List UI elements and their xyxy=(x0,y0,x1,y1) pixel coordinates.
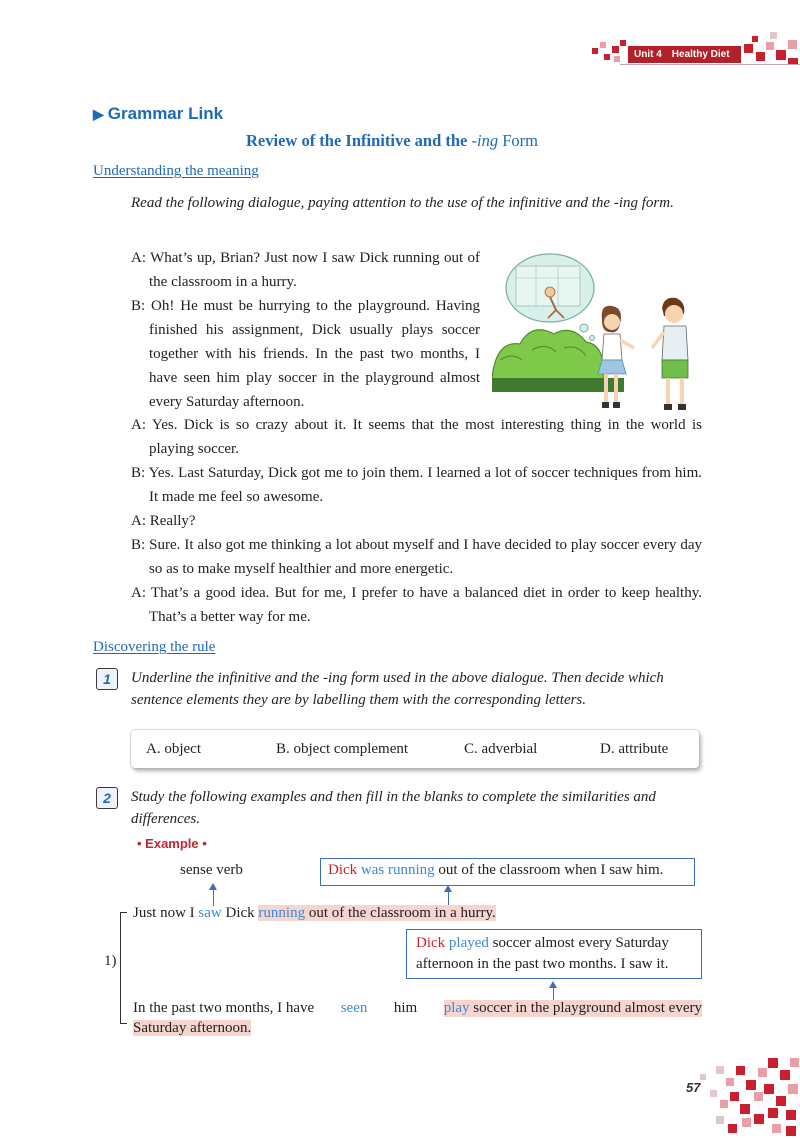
option-b: B. object complement xyxy=(276,741,409,757)
sentence2-pre: In the past two months, I have xyxy=(133,1000,315,1016)
item-number: 1) xyxy=(104,953,117,969)
box1-verb: was running xyxy=(360,862,435,878)
sentence1-verb: saw xyxy=(198,905,222,921)
header-rule xyxy=(620,64,800,65)
option-c: C. adverbial xyxy=(464,741,538,757)
task-2-instruction: Study the following examples and then fill in the blanks to complete the similarities and differences. xyxy=(131,789,656,827)
dialogue-line-1: A: What’s up, Brian? Just now I saw Dick running out of the classroom in a hurry. xyxy=(131,250,480,290)
dialogue-line-2: B: Oh! He must be hurrying to the playground. Having finished his assignment, Dick usually plays soccer together with his friends. In the past two months, I have seen him play soccer in the playground almost every Saturday afternoon. xyxy=(131,298,480,410)
review-title-main: Review of the Infinitive and the xyxy=(246,131,472,150)
sentence2-rest-line1: soccer in the playground almost every xyxy=(469,1000,702,1016)
box1-subject: Dick xyxy=(328,862,358,878)
page-number: 57 xyxy=(686,1080,701,1095)
grammar-link-title xyxy=(93,104,223,124)
unit-label: Unit 4 xyxy=(634,49,662,60)
arrow-up-icon xyxy=(209,883,217,890)
option-a: A. object xyxy=(146,741,201,757)
sentence2-rest-line2: Saturday afternoon. xyxy=(133,1020,252,1036)
arrow-up-icon xyxy=(549,981,557,988)
group-bracket xyxy=(120,912,127,1024)
dialogue-line-4: B: Yes. Last Saturday, Dick got me to join them. I learned a lot of soccer techniques from him. It made me feel so awesome. xyxy=(131,465,702,505)
example-sentence-1 xyxy=(133,905,496,922)
task-1-instruction: Underline the infinitive and the -ing form used in the above dialogue. Then decide which sentence elements they are by labelling them with the corresponding letters. xyxy=(131,670,664,708)
dialogue-line-7: A: That’s a good idea. But for me, I prefer to have a balanced diet in order to keep healthy. That’s a better way for me. xyxy=(131,585,702,625)
box1-rest: out of the classroom when I saw him. xyxy=(434,862,664,878)
example-sentence-2-line-1 xyxy=(133,1000,702,1017)
sentence1-rest: out of the classroom in a hurry. xyxy=(305,905,496,921)
understanding-instruction: Read the following dialogue, paying attention to the use of the infinitive and the -ing form. xyxy=(131,195,674,211)
arrow-line-2 xyxy=(448,890,449,906)
sentence1-ing: running xyxy=(258,905,306,921)
understanding-heading: Understanding the meaning xyxy=(93,163,259,179)
grammar-link-label: Grammar Link xyxy=(107,104,224,123)
sentence2-verb: seen xyxy=(340,1000,368,1016)
box2-subject: Dick xyxy=(416,935,446,951)
sentence1-mid: Dick xyxy=(221,905,259,921)
discovering-heading: Discovering the rule xyxy=(93,639,216,655)
sentence2-inf: play xyxy=(443,1000,470,1016)
dialogue-line-3: A: Yes. Dick is so crazy about it. It seems that the most interesting thing in the world is playing soccer. xyxy=(131,417,702,457)
soccer-scene-illustration xyxy=(492,248,706,416)
arrow-up-icon xyxy=(444,885,452,892)
example-sentence-2-line-2 xyxy=(133,1020,251,1037)
sentence2-mid: him xyxy=(393,1000,418,1016)
option-d: D. attribute xyxy=(600,741,669,757)
unit-topic: Healthy Diet xyxy=(671,49,730,60)
unit-header-tag xyxy=(628,46,741,63)
arrow-line-1 xyxy=(213,888,214,906)
example-box-1-text xyxy=(328,862,663,879)
review-title-form: Form xyxy=(498,131,538,150)
example-box-2-text xyxy=(416,933,694,975)
review-title xyxy=(246,131,538,151)
review-title-ing: -ing xyxy=(471,131,499,150)
arrow-line-3 xyxy=(553,986,554,1000)
sense-verb-label: sense verb xyxy=(180,862,243,878)
triangle-bullet-icon: ▶ xyxy=(93,106,104,122)
box2-rest: soccer almost every Saturday afternoon in the past two months. I saw it. xyxy=(416,935,669,972)
dialogue-line-6: B: Sure. It also got me thinking a lot about myself and I have decided to play soccer every day so as to make myself healthier and more energetic. xyxy=(131,537,702,577)
box2-verb: played xyxy=(448,935,489,951)
sentence1-pre: Just now I xyxy=(133,905,199,921)
task-1-number-badge: 1 xyxy=(96,668,118,690)
task-2-number-badge: 2 xyxy=(96,787,118,809)
example-label: • Example • xyxy=(137,836,207,851)
dialogue-line-5: A: Really? xyxy=(131,513,196,529)
